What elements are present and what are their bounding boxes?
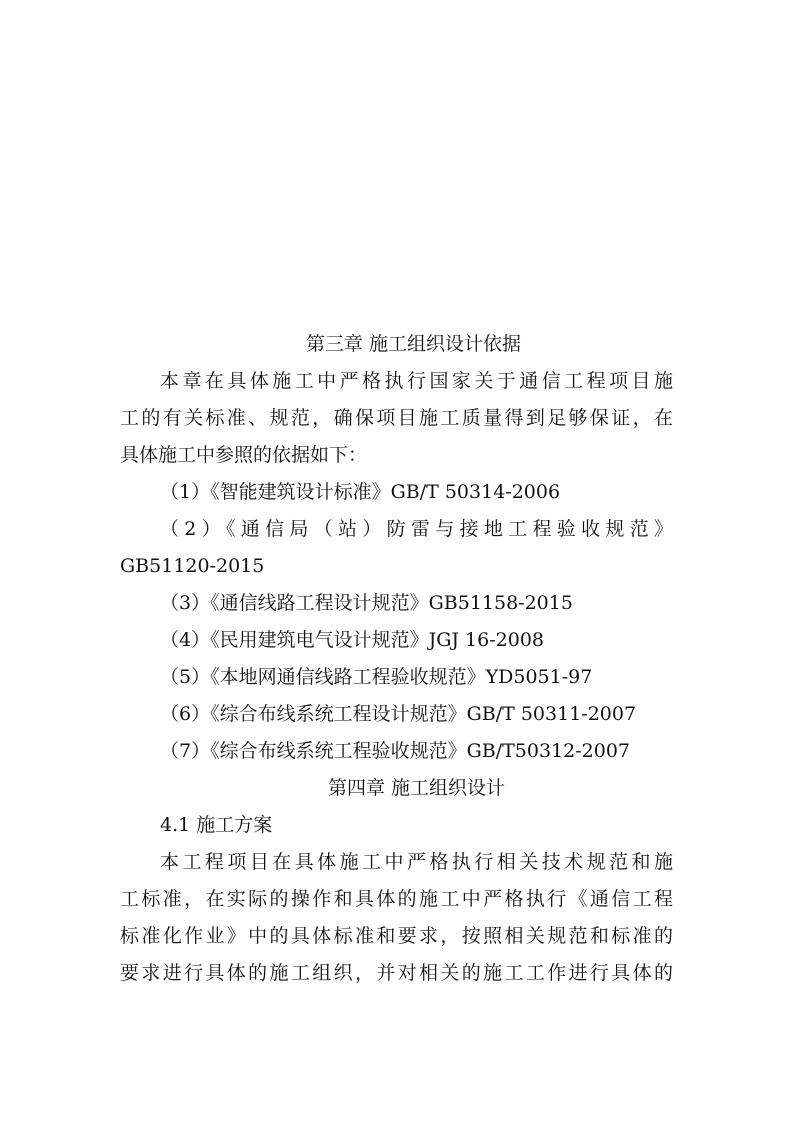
chapter-3-intro-line-2: 工的有关标准、规范，确保项目施工质量得到足够保证，在 xyxy=(120,407,673,429)
chapter-4-body-line-2: 工标准，在实际的操作和具体的施工中严格执行《通信工程 xyxy=(120,888,673,910)
reference-item-6: （6）《综合布线系统工程设计规范》GB/T 50311-2007 xyxy=(160,703,637,725)
reference-item-2-line-2: GB51120-2015 xyxy=(120,555,265,577)
chapter-3-intro-line-3: 具体施工中参照的依据如下： xyxy=(120,444,368,466)
reference-item-7: （7）《综合布线系统工程验收规范》GB/T50312-2007 xyxy=(160,740,631,762)
chapter-3-heading: 第三章 施工组织设计依据 xyxy=(305,333,522,355)
reference-item-2-line-1: （2）《通信局（站）防雷与接地工程验收规范》 xyxy=(160,518,673,540)
chapter-3-intro-line-1: 本章在具体施工中严格执行国家关于通信工程项目施 xyxy=(160,370,673,392)
chapter-4-body-line-3: 标准化作业》中的具体标准和要求，按照相关规范和标准的 xyxy=(120,925,673,947)
page-content xyxy=(120,326,673,992)
reference-item-3: （3）《通信线路工程设计规范》GB51158-2015 xyxy=(160,592,573,614)
reference-item-4: （4）《民用建筑电气设计规范》JGJ 16-2008 xyxy=(160,629,544,651)
reference-item-1: （1）《智能建筑设计标准》GB/T 50314-2006 xyxy=(160,481,561,503)
chapter-4-heading: 第四章 施工组织设计 xyxy=(327,777,506,799)
reference-item-5: （5）《本地网通信线路工程验收规范》YD5051-97 xyxy=(160,666,593,688)
chapter-4-body-line-4: 要求进行具体的施工组织，并对相关的施工工作进行具体的 xyxy=(120,962,673,984)
section-4-1-title: 4.1 施工方案 xyxy=(160,814,273,836)
chapter-4-body-line-1: 本工程项目在具体施工中严格执行相关技术规范和施 xyxy=(160,851,673,873)
